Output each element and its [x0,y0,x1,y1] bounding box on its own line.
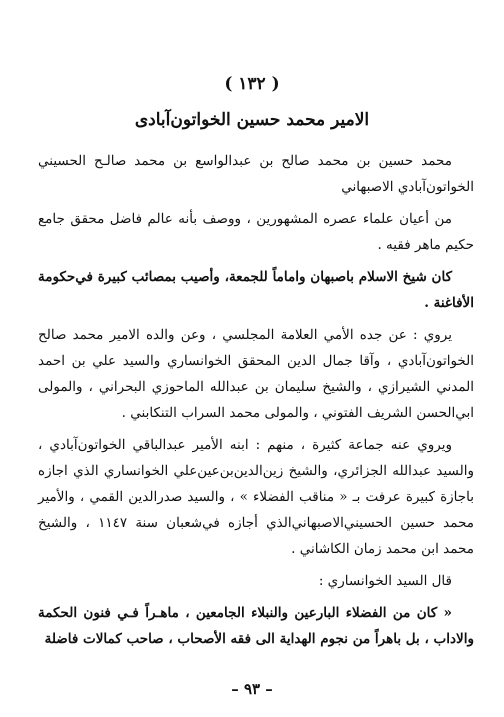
paragraph-quote: « كان من الفضلاء البارعين والنبلاء الجامعين ، ماهـراً فـي فنون الحكمة والاداب ، بل باهراً من نجوم الهداية الى فقه الأصحاب ، صاحب كمالات فاضلة [38,605,474,647]
paragraph-quote-intro: قال السيد الخوانساري : [318,573,452,589]
paragraph-narrated-by: ويروي عنه جماعة كثيرة ، منهم : ابنه الأمير عبدالباقي الخواتون‌آبادي ، والسيد عبدالله الجزائري، والشيخ زين‌الدين‌بن‌عين‌علي الخوانساري الذي اجازه باجازة كبيرة عرفت بـ « مناقب الفضلاء » ، والسيد صدرالدين القمي ، والأمير محمد حسين الحسيني‌الاصبهاني‌الذي أجازه في‌شعبان سنة ١١٤٧ ، والشيخ محمد ابن محمد زمان الكاشاني . [38,437,475,557]
paragraph-description: من أعيان علماء عصره المشهورين ، ووصف بأنه عالم فاضل محقق جامع حكيم ماهر فقيه . [38,211,474,253]
paragraph-name: محمد حسين بن محمد صالح بن عبدالواسع بن محمد صالـح الحسيني الخواتون‌آبادي الاصبهاني [38,153,474,195]
entry-number: ( ١٣٢ ) [224,74,280,94]
page-number: – ٩٣ – [231,680,273,698]
paragraph-position: كان شيخ الاسلام باصبهان واماماً للجمعة، وأصيب بمصائب كبيرة في‌حكومة الأفاغنة . [38,269,474,311]
entry-title: الامير محمد حسين الخواتون‌آبادى [134,110,370,130]
body-text [38,148,474,658]
paragraph-narrates-from: يروي : عن جده الأمي العلامة المجلسي ، وعن والده الامير محمد صالح الخواتون‌آبادي ، وآقا جمال الدين المحقق الخوانساري والسيد علي بن احمد المدني الشيرازي ، والشيخ سليمان بن عبدالله الماحوزي البحراني ، والمولى ابي‌الحسن الشريف الفتوني ، والمولى محمد السراب التنكابني . [38,327,474,421]
